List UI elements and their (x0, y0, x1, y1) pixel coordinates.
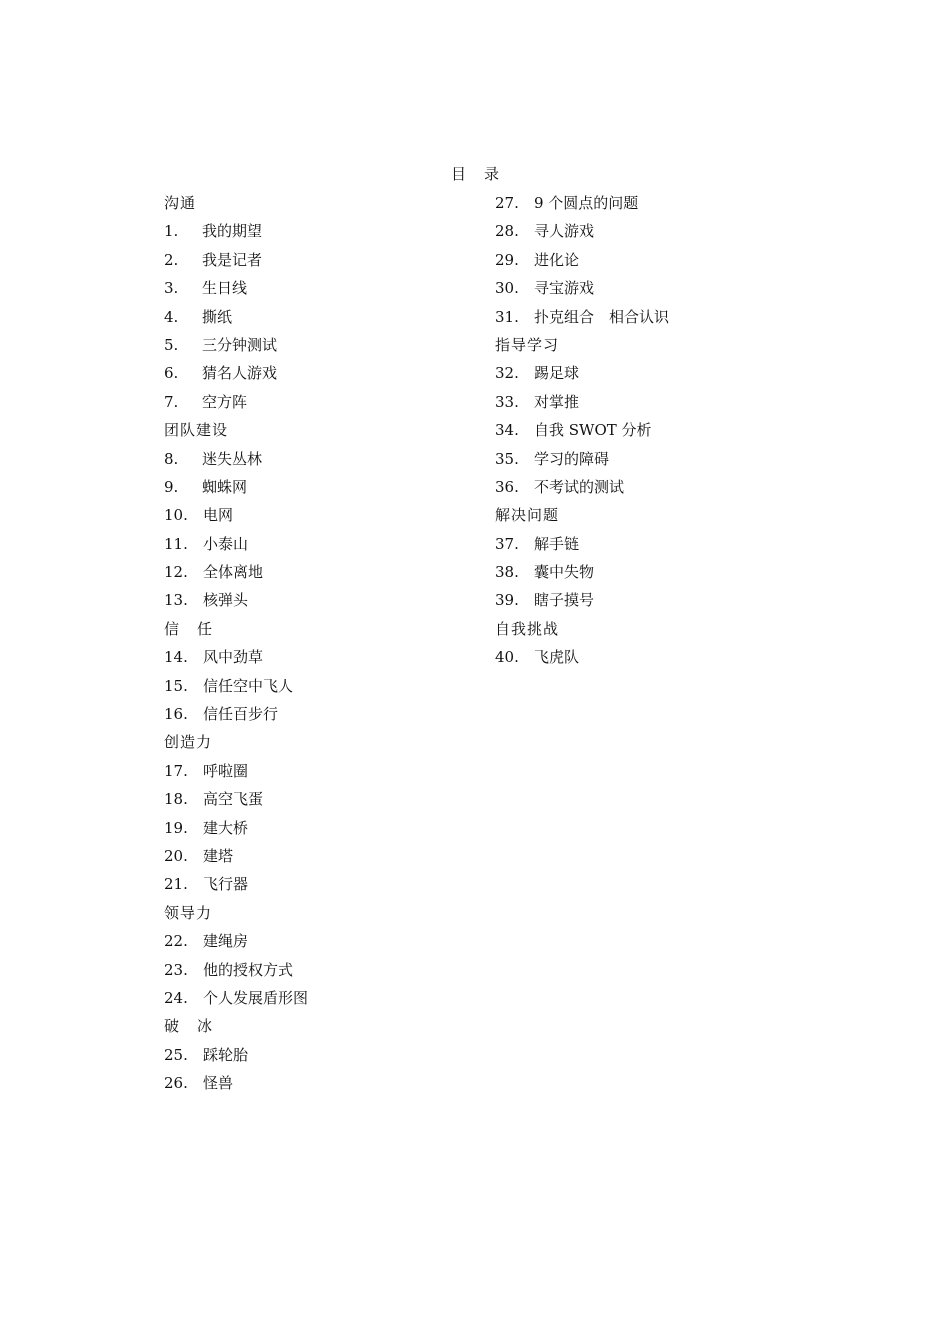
toc-item (164, 503, 474, 531)
toc-item-number: 17. (164, 761, 188, 780)
toc-item-title: 寻人游戏 (534, 222, 595, 241)
toc-item-title: 飞行器 (203, 875, 249, 894)
toc-item-number: 21. (164, 875, 188, 894)
toc-item (164, 645, 474, 673)
toc-item-title: 信任空中飞人 (203, 676, 294, 695)
toc-item-title: 我的期望 (202, 222, 263, 241)
toc-item (495, 447, 795, 475)
toc-item (164, 702, 474, 730)
toc-item (495, 276, 795, 304)
toc-item-title: 撕纸 (202, 307, 233, 326)
toc-item-number: 19. (164, 818, 188, 837)
toc-item-number: 25. (164, 1045, 188, 1064)
toc-item-title: 蜘蛛网 (202, 477, 248, 496)
toc-section-heading (495, 617, 795, 645)
toc-item (164, 958, 474, 986)
toc-item-title: 建绳房 (203, 932, 249, 951)
toc-item-title: 进化论 (534, 250, 580, 269)
toc-item-number: 22. (164, 932, 188, 951)
toc-item-title: 踢足球 (534, 364, 580, 383)
toc-item (164, 759, 474, 787)
toc-item (495, 390, 795, 418)
toc-section-heading (164, 418, 474, 446)
toc-item (164, 305, 474, 333)
section-heading-label: 破冰 (164, 1017, 231, 1036)
toc-item (164, 276, 474, 304)
toc-item-number: 39. (495, 591, 519, 610)
toc-left-column (164, 191, 474, 1100)
toc-item-title: 迷失丛林 (202, 449, 263, 468)
toc-item (164, 787, 474, 815)
toc-item (495, 305, 795, 333)
toc-item-title: 9 个圆点的问题 (534, 194, 639, 212)
toc-item (495, 475, 795, 503)
section-heading-label: 创造力 (164, 733, 213, 752)
section-heading-label: 解决问题 (495, 506, 560, 525)
toc-item-number: 4. (164, 307, 179, 326)
toc-item (164, 1071, 474, 1099)
toc-item-title: 全体离地 (203, 563, 264, 582)
toc-item-number: 28. (495, 222, 519, 241)
section-heading-label: 信任 (164, 619, 231, 638)
toc-item-number: 2. (164, 250, 179, 269)
toc-item (495, 588, 795, 616)
toc-item (495, 560, 795, 588)
toc-item-number: 31. (495, 307, 519, 326)
toc-item (495, 361, 795, 389)
toc-item (495, 418, 795, 446)
toc-section-heading (495, 503, 795, 531)
toc-item-number: 40. (495, 648, 519, 667)
toc-item-number: 18. (164, 790, 188, 809)
toc-item-title: 瞎子摸号 (534, 591, 595, 610)
toc-item (164, 986, 474, 1014)
toc-item-title: 扑克组合 相合认识 (534, 307, 670, 326)
toc-item (164, 560, 474, 588)
toc-item-title: 信任百步行 (203, 705, 279, 724)
toc-item-title: 不考试的测试 (534, 477, 625, 496)
toc-item-title: 小泰山 (203, 534, 249, 553)
toc-item (164, 588, 474, 616)
toc-item (164, 447, 474, 475)
toc-item-title: 建塔 (203, 846, 234, 865)
toc-item-title: 飞虎队 (534, 648, 580, 667)
toc-item-number: 34. (495, 421, 519, 440)
toc-item-title: 解手链 (534, 534, 580, 553)
toc-item (164, 390, 474, 418)
toc-item-number: 1. (164, 222, 179, 241)
toc-item (164, 674, 474, 702)
toc-item (164, 1043, 474, 1071)
toc-item-number: 37. (495, 534, 519, 553)
toc-item (495, 191, 795, 219)
toc-section-heading (164, 191, 474, 219)
toc-section-heading (164, 617, 474, 645)
toc-item (164, 929, 474, 957)
toc-item-title: 核弹头 (203, 591, 249, 610)
toc-item-number: 23. (164, 960, 188, 979)
toc-item (164, 872, 474, 900)
toc-item-title: 怪兽 (203, 1074, 234, 1093)
toc-item-number: 16. (164, 705, 188, 724)
section-heading-label: 团队建设 (164, 421, 229, 440)
toc-item (164, 333, 474, 361)
toc-item-title: 高空飞蛋 (203, 790, 264, 809)
toc-item-number: 7. (164, 392, 179, 411)
toc-item-number: 29. (495, 250, 519, 269)
toc-item (495, 645, 795, 673)
toc-item (495, 248, 795, 276)
toc-item-number: 8. (164, 449, 179, 468)
toc-section-heading (495, 333, 795, 361)
toc-item-number: 35. (495, 449, 519, 468)
toc-item (164, 475, 474, 503)
toc-item (164, 248, 474, 276)
toc-item (164, 816, 474, 844)
toc-item-title: 生日线 (202, 279, 248, 298)
toc-item-title: 囊中失物 (534, 563, 595, 582)
toc-item-title: 个人发展盾形图 (203, 988, 309, 1007)
toc-item-number: 38. (495, 563, 519, 582)
toc-item-number: 12. (164, 563, 188, 582)
section-heading-label: 领导力 (164, 903, 213, 922)
toc-item-number: 9. (164, 477, 179, 496)
toc-item-number: 10. (164, 506, 188, 525)
toc-item (164, 532, 474, 560)
toc-right-column (495, 191, 795, 674)
toc-item (164, 361, 474, 389)
toc-item-title: 空方阵 (202, 392, 248, 411)
toc-item-number: 14. (164, 648, 188, 667)
toc-section-heading (164, 730, 474, 758)
toc-item (164, 844, 474, 872)
toc-item-title: 风中劲草 (203, 648, 264, 667)
section-heading-label: 沟通 (164, 194, 197, 212)
section-heading-label: 指导学习 (495, 335, 560, 354)
toc-item-number: 3. (164, 279, 179, 298)
toc-item-title: 踩轮胎 (203, 1045, 249, 1064)
toc-item-number: 32. (495, 364, 519, 383)
toc-item-number: 36. (495, 477, 519, 496)
toc-item (495, 219, 795, 247)
toc-item-title: 对掌推 (534, 392, 580, 411)
toc-item-number: 27. (495, 194, 519, 212)
toc-item-number: 6. (164, 364, 179, 383)
toc-item-title: 自我 SWOT 分析 (534, 421, 652, 440)
toc-item-number: 33. (495, 392, 519, 411)
toc-item-title: 寻宝游戏 (534, 279, 595, 298)
toc-item-title: 建大桥 (203, 818, 249, 837)
toc-item-title: 三分钟测试 (202, 335, 278, 354)
toc-item-number: 24. (164, 988, 188, 1007)
toc-item-title: 呼啦圈 (203, 761, 249, 780)
toc-item-number: 11. (164, 534, 188, 553)
toc-item-title: 我是记者 (202, 250, 263, 269)
toc-item-title: 他的授权方式 (203, 960, 294, 979)
toc-section-heading (164, 1014, 474, 1042)
toc-item-title: 电网 (203, 506, 234, 525)
toc-item-number: 20. (164, 846, 188, 865)
toc-item-number: 26. (164, 1074, 188, 1093)
toc-section-heading (164, 901, 474, 929)
toc-item (495, 532, 795, 560)
section-heading-label: 自我挑战 (495, 619, 560, 638)
toc-item (164, 219, 474, 247)
page-title: 目录 (450, 165, 517, 183)
toc-item-number: 13. (164, 591, 188, 610)
toc-item-number: 5. (164, 335, 179, 354)
toc-item-number: 15. (164, 676, 188, 695)
toc-item-title: 学习的障碍 (534, 449, 610, 468)
toc-item-number: 30. (495, 279, 519, 298)
toc-item-title: 猜名人游戏 (202, 364, 278, 383)
